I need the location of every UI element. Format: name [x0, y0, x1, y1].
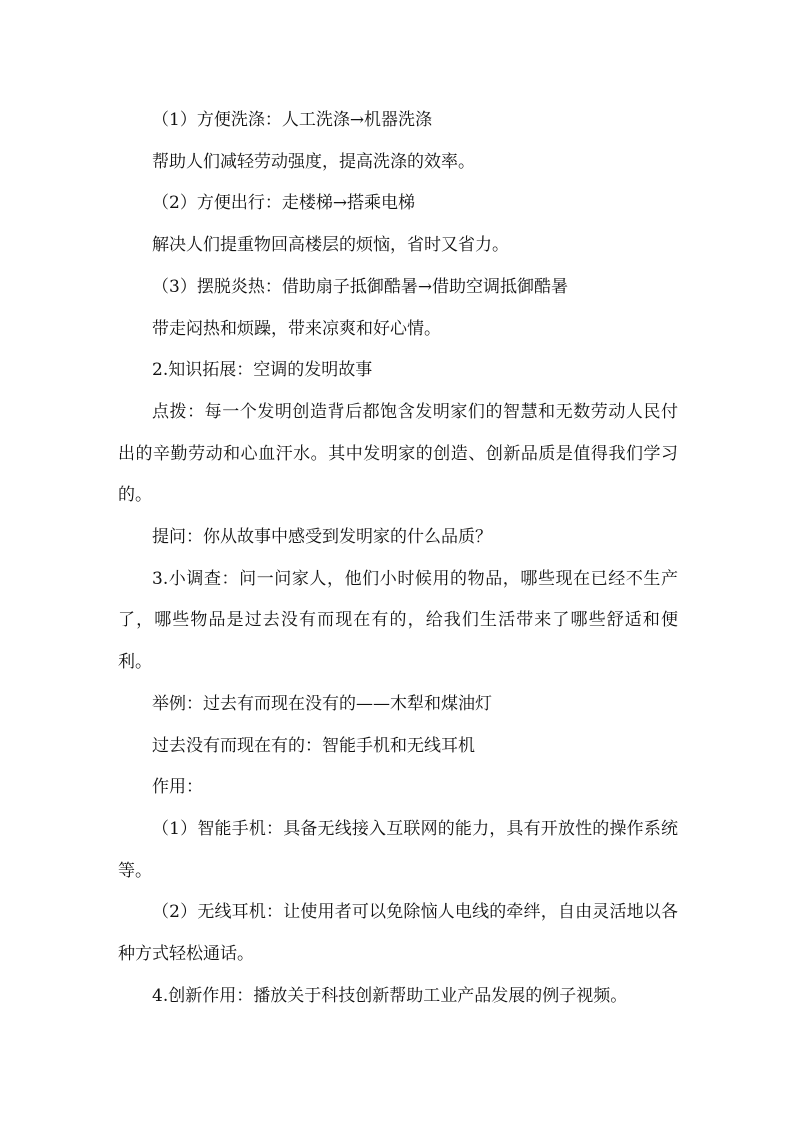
- paragraph-example-past: 举例：过去有而现在没有的——木犁和煤油灯: [152, 693, 492, 714]
- section-knowledge-extension: 2.知识拓展：空调的发明故事: [152, 360, 373, 381]
- paragraph-heat-benefit: 带走闷热和烦躁，带来凉爽和好心情。: [152, 318, 441, 339]
- paragraph-washing: （1）方便洗涤：人工洗涤→机器洗涤: [152, 110, 433, 130]
- paragraph-example-present: 过去没有而现在有的：智能手机和无线耳机: [152, 735, 475, 756]
- paragraph-wireless-earphones: （2）无线耳机：让使用者可以免除恼人电线的牵绊，自由灵活地以各种方式轻松通话。: [118, 902, 678, 965]
- document-body: [118, 100, 678, 1017]
- paragraph-question: 提问：你从故事中感受到发明家的什么品质？: [152, 527, 492, 548]
- paragraph-tip: 点拨：每一个发明创造背后都饱含发明家们的智慧和无数劳动人民付出的辛勤劳动和心血汗水。其中发明家的创造、创新品质是值得我们学习的。: [118, 401, 678, 506]
- paragraph-travel-benefit: 解决人们提重物回高楼层的烦恼，省时又省力。: [152, 235, 509, 256]
- paragraph-function-heading: 作用：: [152, 777, 203, 798]
- paragraph-heat: （3）摆脱炎热：借助扇子抵御酷暑→借助空调抵御酷暑: [152, 276, 569, 297]
- section-innovation: 4.创新作用：播放关于科技创新帮助工业产品发展的例子视频。: [152, 985, 628, 1006]
- paragraph-smartphone: （1）智能手机：具备无线接入互联网的能力，具有开放性的操作系统等。: [118, 818, 678, 881]
- paragraph-travel: （2）方便出行：走楼梯→搭乘电梯: [152, 193, 416, 214]
- section-survey: 3.小调查：问一问家人，他们小时候用的物品，哪些现在已经不生产了，哪些物品是过去没有而现在有的，给我们生活带来了哪些舒适和便利。: [118, 568, 678, 673]
- paragraph-washing-benefit: 帮助人们减轻劳动强度，提高洗涤的效率。: [152, 151, 475, 172]
